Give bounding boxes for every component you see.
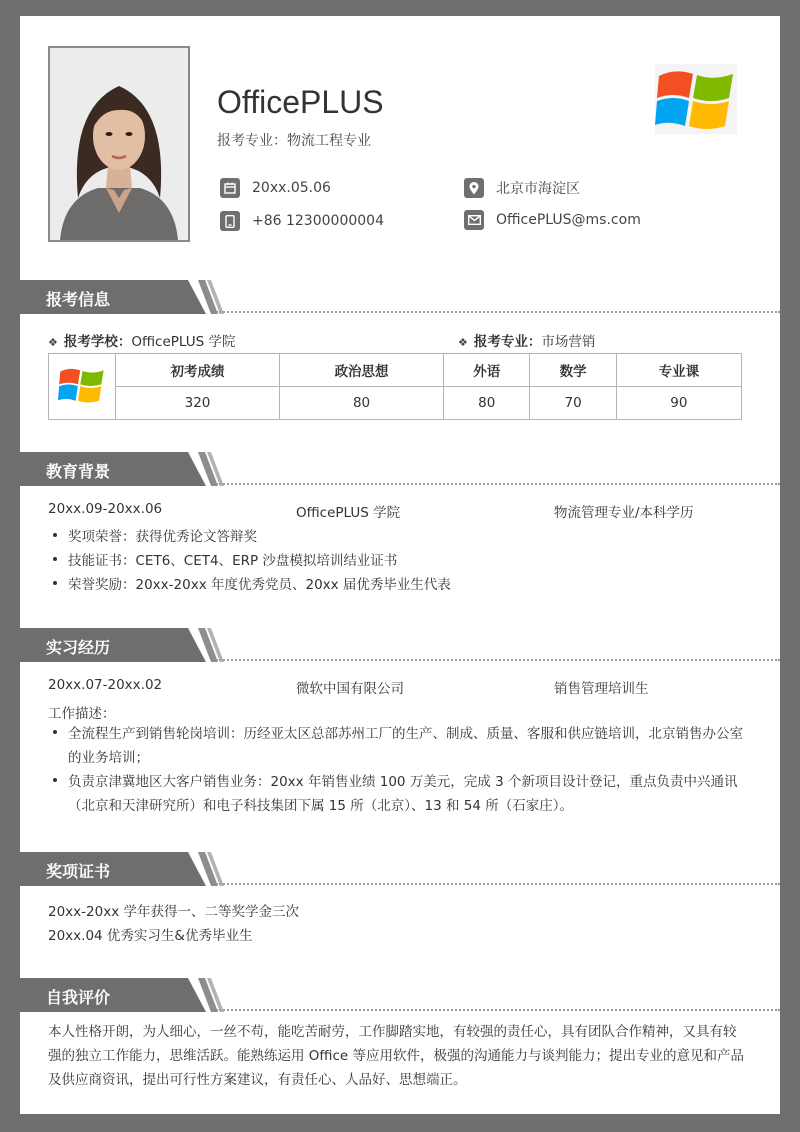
section-title: 实习经历	[46, 638, 111, 657]
education-degree: 物流管理专业/本科学历	[554, 505, 694, 521]
major-label: 报考专业：	[473, 334, 542, 350]
score-value: 320	[116, 387, 280, 420]
table-logo-cell	[49, 354, 116, 420]
work-desc-label: 工作描述：	[48, 706, 116, 722]
calendar-icon	[220, 178, 240, 198]
candidate-name: OfficePLUS	[217, 84, 384, 120]
list-item: 荣誉奖励：20xx-20xx 年度优秀党员、20xx 届优秀毕业生代表	[68, 573, 451, 593]
score-value: 70	[530, 387, 616, 420]
score-header: 数学	[530, 354, 616, 387]
score-header: 专业课	[616, 354, 741, 387]
score-value: 90	[616, 387, 741, 420]
apply-school: ❖ 报考学校：OfficePLUS 学院	[48, 334, 236, 350]
windows-logo	[58, 363, 106, 407]
score-header: 初考成绩	[116, 354, 280, 387]
score-header: 外语	[444, 354, 530, 387]
section-header-apply	[20, 280, 780, 314]
award-line: 20xx-20xx 学年获得一、二等奖学金三次	[48, 904, 299, 920]
major-value: 市场营销	[541, 334, 596, 350]
section-title: 教育背景	[46, 462, 111, 481]
school-value: OfficePLUS 学院	[131, 334, 236, 350]
list-item: 全流程生产到销售轮岗培训：历经亚太区总部苏州工厂的生产、制成、质量、客服和供应链培训，北京销售办公室的业务培训；	[68, 722, 746, 770]
birth-date: 20xx.05.06	[252, 180, 331, 196]
email-address: OfficePLUS@ms.com	[496, 212, 641, 228]
section-header-internship	[20, 628, 780, 662]
location-text: 北京市海淀区	[496, 181, 580, 197]
phone-contact	[220, 211, 384, 231]
section-title: 自我评价	[46, 988, 111, 1007]
section-header-awards	[20, 852, 780, 886]
internship-period: 20xx.07-20xx.02	[48, 677, 163, 693]
internship-role: 销售管理培训生	[554, 681, 649, 697]
phone-icon	[220, 211, 240, 231]
list-item: 奖项荣誉：获得优秀论文答辩奖	[68, 525, 257, 545]
location-contact	[464, 178, 580, 198]
education-period: 20xx.09-20xx.06	[48, 501, 163, 517]
score-table	[48, 353, 742, 420]
section-title: 报考信息	[46, 290, 111, 309]
phone-number: +86 12300000004	[252, 213, 384, 229]
school-label: 报考学校：	[63, 334, 132, 350]
list-item: 负责京津冀地区大客户销售业务：20xx 年销售业绩 100 万美元，完成 3 个新项目设计登记，重点负责中兴通讯（北京和天津研究所）和电子科技集团下属 15 所（北京）、13 和 54 所（石家庄）。	[68, 770, 746, 818]
internship-company: 微软中国有限公司	[296, 681, 404, 697]
score-value: 80	[280, 387, 444, 420]
location-icon	[464, 178, 484, 198]
award-line: 20xx.04 优秀实习生&优秀毕业生	[48, 928, 253, 944]
section-title: 奖项证书	[46, 862, 111, 881]
score-value: 80	[444, 387, 530, 420]
birth-contact	[220, 178, 331, 198]
profile-photo	[48, 46, 190, 242]
section-header-self	[20, 978, 780, 1012]
education-school: OfficePLUS 学院	[296, 505, 401, 521]
applied-major: 报考专业：物流工程专业	[217, 133, 371, 149]
section-header-education	[20, 452, 780, 486]
list-item: 技能证书：CET6、CET4、ERP 沙盘模拟培训结业证书	[68, 549, 397, 569]
mail-icon	[464, 210, 484, 230]
windows-logo	[655, 64, 737, 134]
email-contact	[464, 210, 641, 230]
resume-page	[20, 16, 780, 1114]
self-evaluation-text: 本人性格开朗，为人细心，一丝不苟，能吃苦耐劳，工作脚踏实地，有较强的责任心，具有团队合作精神，又具有较强的独立工作能力，思维活跃。能熟练运用 Office 等应用软件，极强的沟通能力与谈判能力；提出专业的意见和产品及供应商资讯，提出可行性方案建议，有责任心、人品好、思想端正。	[48, 1024, 744, 1088]
score-header: 政治思想	[280, 354, 444, 387]
apply-major: ❖ 报考专业：市场营销	[458, 334, 596, 350]
